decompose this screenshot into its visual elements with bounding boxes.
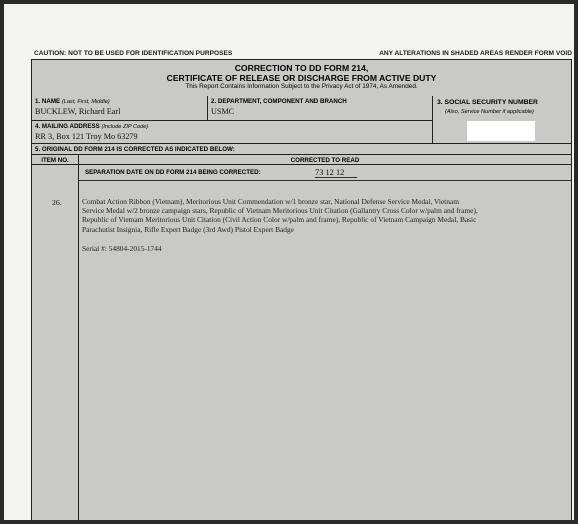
form-header bbox=[32, 60, 571, 97]
ssn-redaction bbox=[467, 121, 535, 141]
caution-left: CAUTION: NOT TO BE USED FOR IDENTIFICATION PURPOSES bbox=[34, 50, 233, 57]
ssn-box bbox=[433, 96, 571, 144]
separation-date-label: SEPARATION DATE ON DD FORM 214 BEING CORRECTED: bbox=[85, 169, 261, 176]
entry-line-2: Service Medal w/2 bronze campaign stars, Republic of Vietnam Meritorious Unit Citation (Gallantry Cross Color w/palm and frame), bbox=[82, 206, 478, 216]
caution-line bbox=[34, 50, 572, 57]
address-box bbox=[32, 121, 433, 144]
entry-line-3: Republic of Vietnam Meritorious Unit Citation (Civil Action Color w/palm and frame), Republic of Vietnam Campaign Medal, Basic bbox=[82, 215, 477, 225]
document-page bbox=[4, 4, 574, 520]
item-no-header bbox=[32, 155, 79, 165]
name-value: BUCKLEW, Richard Earl bbox=[35, 107, 121, 116]
corrected-label: CORRECTED TO READ bbox=[290, 156, 360, 164]
section-5-label: 5. ORIGINAL DD FORM 214 IS CORRECTED AS INDICATED BELOW: bbox=[35, 146, 235, 153]
entry-line-1: Combat Action Ribbon (Vietnam), Meritorious Unit Commendation w/1 bronze star, National Defense Service Medal, Vietnam bbox=[82, 197, 459, 206]
address-value: RR 3, Box 121 Troy Mo 63279 bbox=[35, 132, 138, 141]
name-box bbox=[32, 96, 208, 121]
entry-line-4: Parachutist Insignia, Rifle Expert Badge (3rd Awd) Pistol Expert Badge bbox=[82, 224, 294, 234]
name-label: 1. NAME (Last, First, Middle) bbox=[35, 98, 110, 105]
serial-number: Serial #: 54804-2015-1744 bbox=[82, 243, 162, 253]
separation-date-row bbox=[79, 165, 571, 181]
address-label: 4. MAILING ADDRESS (Include ZIP Code) bbox=[35, 123, 149, 130]
form-title-2: CERTIFICATE OF RELEASE OR DISCHARGE FROM ACTIVE DUTY bbox=[166, 73, 437, 83]
item-no-column bbox=[32, 165, 79, 520]
department-label: 2. DEPARTMENT, COMPONENT AND BRANCH bbox=[211, 98, 347, 105]
caution-right: ANY ALTERATIONS IN SHADED AREAS RENDER FORM VOID bbox=[379, 50, 572, 57]
item-number: 26. bbox=[52, 198, 62, 207]
department-box bbox=[208, 96, 433, 121]
separation-date-value: 73 12 12 bbox=[315, 168, 357, 178]
ssn-hint: (Also, Service Number if applicable) bbox=[445, 109, 534, 115]
corrected-header bbox=[79, 155, 571, 165]
privacy-notice: This Report Contains Information Subject to the Privacy Act of 1974, As Amended. bbox=[185, 83, 418, 90]
section-5-header bbox=[32, 144, 571, 155]
department-value: USMC bbox=[211, 107, 235, 116]
ssn-label: 3. SOCIAL SECURITY NUMBER bbox=[437, 99, 538, 106]
form-title-1: CORRECTION TO DD FORM 214, bbox=[234, 63, 369, 73]
item-no-label: ITEM NO. bbox=[41, 156, 69, 164]
form-body bbox=[31, 59, 572, 520]
corrected-entry-text bbox=[82, 197, 564, 253]
